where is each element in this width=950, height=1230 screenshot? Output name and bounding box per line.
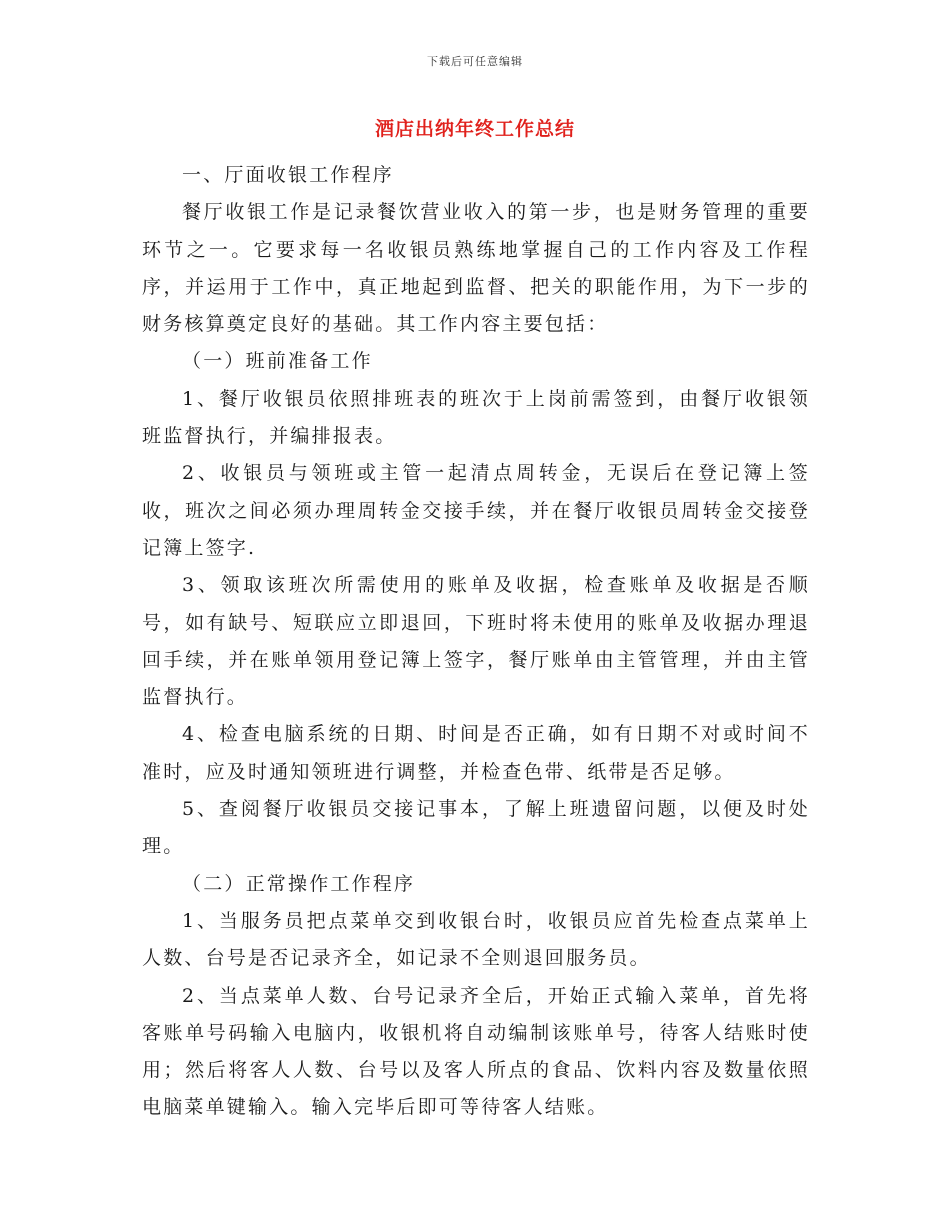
subsection-heading: （一）班前准备工作	[182, 350, 373, 373]
document-title: 酒店出纳年终工作总结	[374, 118, 575, 140]
header-note: 下载后可任意编辑	[427, 55, 523, 68]
paragraph: 餐厅收银工作是记录餐饮营业收入的第一步，也是财务管理的重要环节之一。它要求每一名收银员熟练地掌握自己的工作内容及工作程序，并运用于工作中，真正地起到监督、把关的职能作用，为下一步的财务核算奠定良好的基础。其工作内容主要包括：	[142, 201, 810, 336]
paragraph: 3、领取该班次所需使用的账单及收据，检查账单及收据是否顺号，如有缺号、短联应立即退回，下班时将未使用的账单及收据办理退回手续，并在账单领用登记簿上签字，餐厅账单由主管管理，并由主管监督执行。	[142, 574, 810, 709]
paragraph: 2、收银员与领班或主管一起清点周转金，无误后在登记簿上签收，班次之间必须办理周转金交接手续，并在餐厅收银员周转金交接登记簿上签字.	[142, 462, 810, 559]
paragraph: 1、餐厅收银员依照排班表的班次于上岗前需签到，由餐厅收银领班监督执行，并编排报表。	[142, 387, 810, 448]
paragraph: 4、检查电脑系统的日期、时间是否正确，如有日期不对或时间不准时，应及时通知领班进行调整，并检查色带、纸带是否足够。	[142, 723, 810, 783]
paragraph: 2、当点菜单人数、台号记录齐全后，开始正式输入菜单，首先将客账单号码输入电脑内，收银机将自动编制该账单号，待客人结账时使用；然后将客人人数、台号以及客人所点的食品、饮料内容及数量依照电脑菜单键输入。输入完毕后即可等待客人结账。	[142, 984, 810, 1119]
subsection-heading: （二）正常操作工作程序	[182, 872, 416, 895]
paragraph: 5、查阅餐厅收银员交接记事本，了解上班遗留问题，以便及时处理。	[142, 798, 810, 858]
document-body	[142, 157, 810, 1127]
section-heading: 一、厅面收银工作程序	[182, 164, 395, 186]
paragraph: 1、当服务员把点菜单交到收银台时，收银员应首先检查点菜单上人数、台号是否记录齐全，如记录不全则退回服务员。	[142, 909, 810, 970]
